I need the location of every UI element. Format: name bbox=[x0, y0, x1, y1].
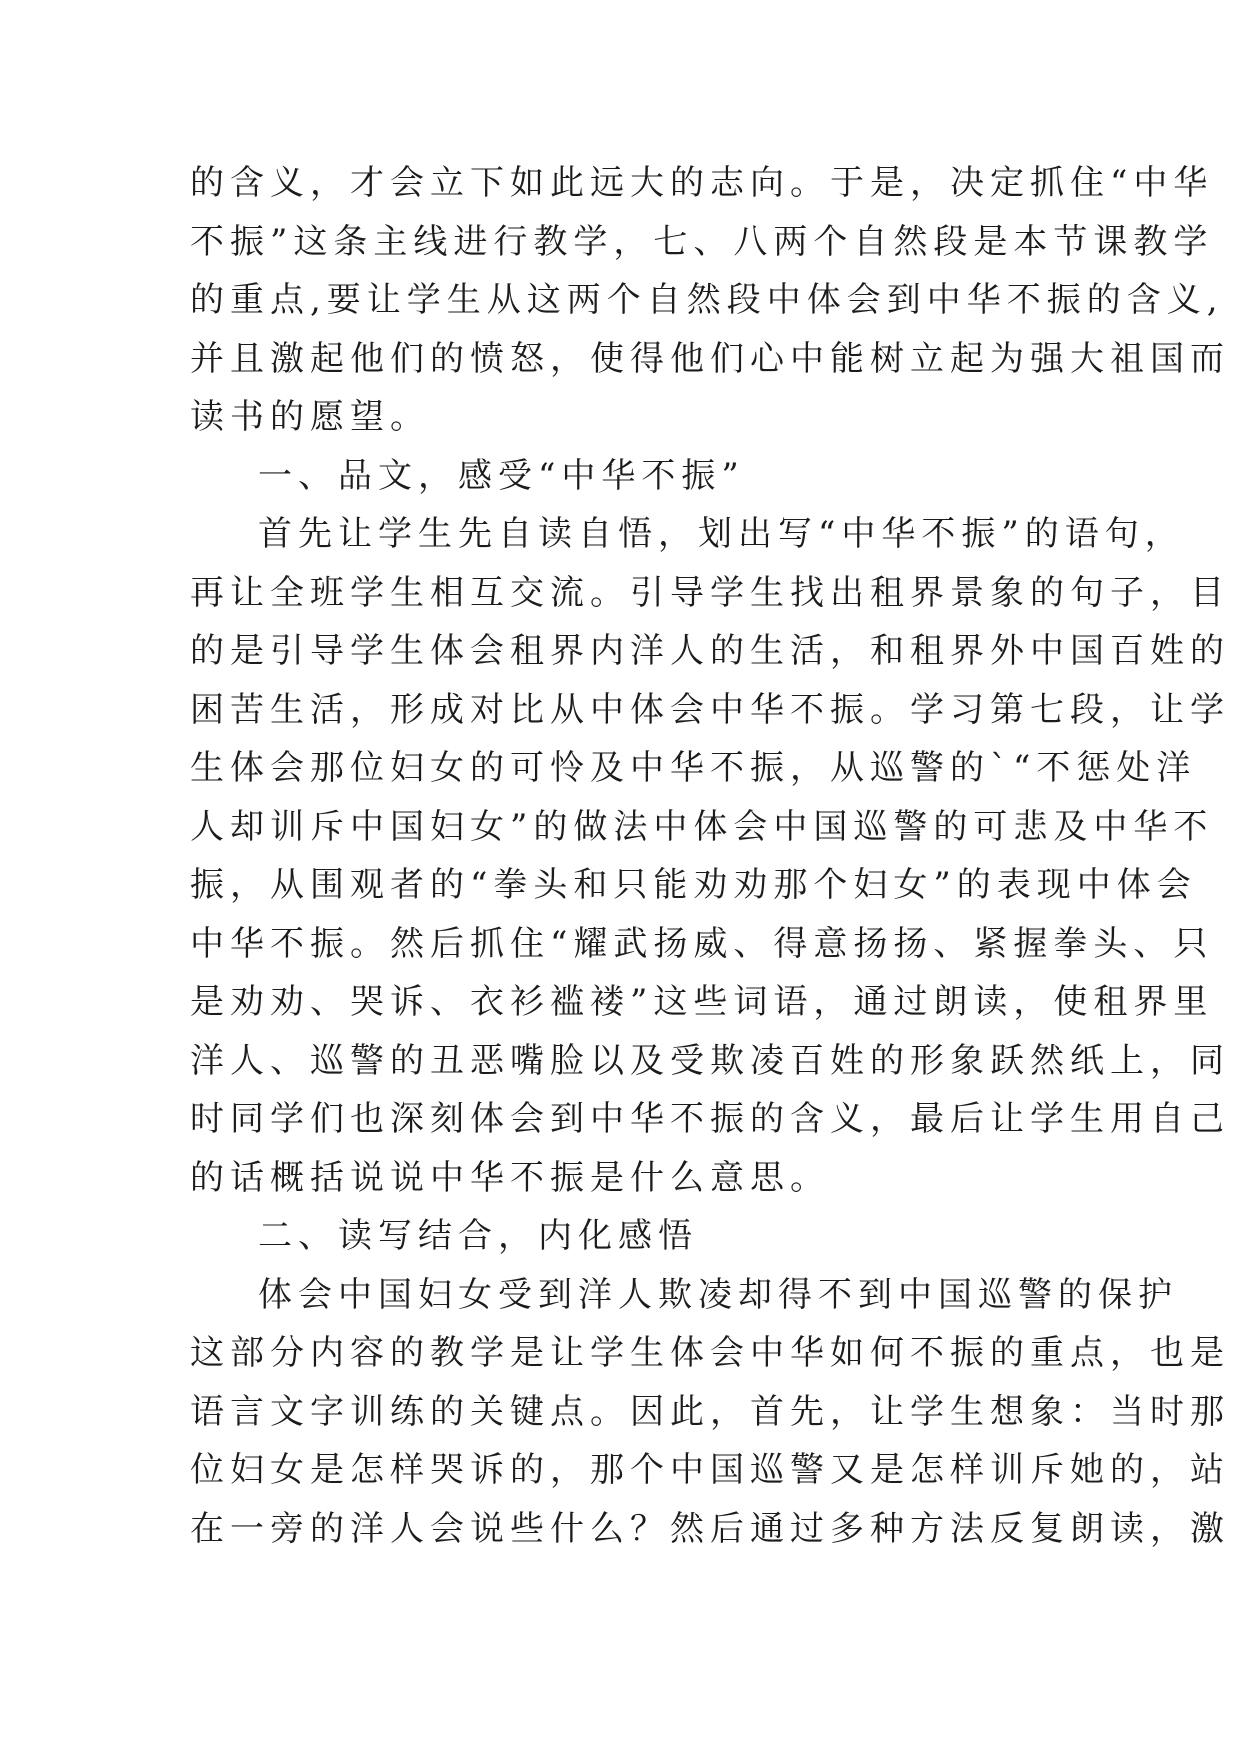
text-line: 的重点,要让学生从这两个自然段中体会到中华不振的含义, bbox=[190, 280, 1224, 320]
text-line: 并且激起他们的愤怒，使得他们心中能树立起为强大祖国而 bbox=[190, 338, 1230, 379]
text-line: 读书的愿望。 bbox=[190, 397, 430, 437]
section-heading: 一、品文，感受“中华不振” bbox=[258, 455, 745, 496]
section-heading: 二、读写结合，内化感悟 bbox=[258, 1216, 698, 1256]
paragraph-first-line: 体会中国妇女受到洋人欺凌却得不到中国巡警的保护 bbox=[258, 1274, 1178, 1315]
text-line: 这部分内容的教学是让学生体会中华如何不振的重点，也是 bbox=[190, 1333, 1230, 1373]
text-line: 在一旁的洋人会说些什么？然后通过多种方法反复朗读，激 bbox=[190, 1508, 1230, 1549]
paragraph-first-line: 首先让学生先自读自悟，划出写“中华不振”的语句， bbox=[258, 514, 1185, 554]
text-line: 不振”这条主线进行教学，七、八两个自然段是本节课教学 bbox=[190, 221, 1214, 262]
text-line: 位妇女是怎样哭诉的，那个中国巡警又是怎样训斥她的，站 bbox=[190, 1450, 1230, 1490]
text-line: 再让全班学生相互交流。引导学生找出租界景象的句子，目 bbox=[190, 572, 1230, 613]
text-line: 的含义，才会立下如此远大的志向。于是，决定抓住“中华 bbox=[190, 163, 1214, 203]
text-line: 语言文字训练的关键点。因此，首先，让学生想象：当时那 bbox=[190, 1391, 1230, 1432]
text-line: 生体会那位妇女的可怜及中华不振，从巡警的`“不惩处洋 bbox=[190, 748, 1197, 788]
text-line: 振，从围观者的“拳头和只能劝劝那个妇女”的表现中体会 bbox=[190, 865, 1197, 905]
text-line: 中华不振。然后抓住“耀武扬威、得意扬扬、紧握拳头、只 bbox=[190, 923, 1214, 964]
text-line: 的话概括说说中华不振是什么意思。 bbox=[190, 1157, 830, 1198]
text-line: 是劝劝、哭诉、衣衫褴褛”这些词语，通过朗读，使租界里 bbox=[190, 982, 1214, 1022]
text-line: 的是引导学生体会租界内洋人的生活，和租界外中国百姓的 bbox=[190, 631, 1230, 671]
text-line: 时同学们也深刻体会到中华不振的含义，最后让学生用自己 bbox=[190, 1099, 1230, 1139]
text-line: 困苦生活，形成对比从中体会中华不振。学习第七段，让学 bbox=[190, 689, 1230, 730]
text-line: 人却训斥中国妇女”的做法中体会中国巡警的可悲及中华不 bbox=[190, 806, 1214, 847]
document-body bbox=[190, 154, 1230, 1558]
text-line: 洋人、巡警的丑恶嘴脸以及受欺凌百姓的形象跃然纸上，同 bbox=[190, 1040, 1230, 1081]
